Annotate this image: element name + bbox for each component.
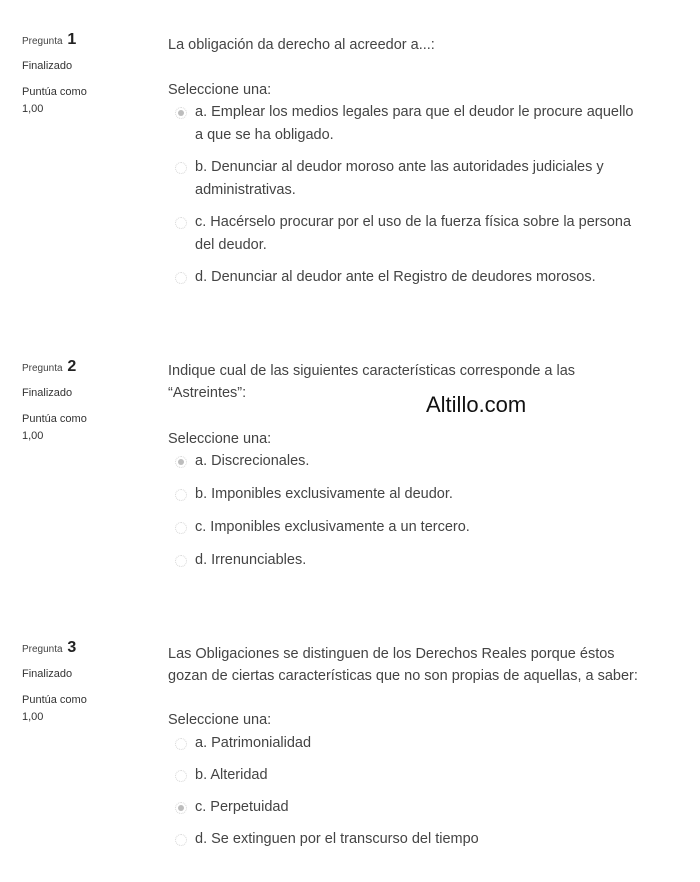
grade-label: Puntúa como: [22, 694, 87, 706]
answer-option-d[interactable]: [168, 828, 683, 851]
question-content: [168, 34, 683, 289]
answer-list: [168, 101, 683, 289]
question-text-line: La obligación da derecho al acreedor a...:: [168, 37, 435, 53]
option-line: b. Alteridad: [195, 767, 268, 783]
question-label: Pregunta: [22, 644, 63, 655]
radio-selected-icon[interactable]: [175, 802, 187, 814]
answer-option-b[interactable]: [168, 764, 683, 787]
option-line: b. Denunciar al deudor moroso ante las autoridades judiciales y: [195, 159, 604, 175]
select-prompt: Seleccione una:: [168, 82, 272, 98]
option-line: c. Imponibles exclusivamente a un tercero.: [195, 519, 470, 535]
answer-option-a[interactable]: [168, 450, 683, 473]
answer-option-a[interactable]: [168, 101, 683, 147]
grade-value: 1,00: [22, 430, 44, 442]
answer-option-c[interactable]: [168, 796, 683, 819]
select-prompt: Seleccione una:: [168, 712, 272, 728]
question-text: [168, 643, 683, 687]
question-text-line: gozan de ciertas características que no son propias de aquellas, a saber:: [168, 668, 638, 684]
radio-icon[interactable]: [175, 489, 187, 501]
question-label: Pregunta: [22, 36, 63, 47]
question-number: [22, 359, 152, 377]
question-grade: [22, 84, 152, 118]
option-line: a. Patrimonialidad: [195, 735, 312, 751]
option-line: d. Irrenunciables.: [195, 552, 307, 568]
answer-list: [168, 450, 683, 572]
grade-value: 1,00: [22, 103, 44, 115]
option-line: a. Emplear los medios legales para que el deudor le procure aquello: [195, 104, 634, 120]
option-line: c. Perpetuidad: [195, 799, 289, 815]
grade-label: Puntúa como: [22, 413, 87, 425]
option-line: d. Denunciar al deudor ante el Registro de deudores morosos.: [195, 269, 596, 285]
question-grade: [22, 411, 152, 445]
answer-option-b[interactable]: [168, 483, 683, 506]
radio-selected-icon[interactable]: [175, 456, 187, 468]
answer-option-c[interactable]: [168, 516, 683, 539]
question-state: Finalizado: [22, 60, 73, 72]
option-line: b. Imponibles exclusivamente al deudor.: [195, 486, 453, 502]
grade-label: Puntúa como: [22, 86, 87, 98]
question-info: [22, 640, 152, 726]
option-line: del deudor.: [195, 237, 267, 253]
radio-icon[interactable]: [175, 834, 187, 846]
question-info: [22, 32, 152, 118]
option-line: a que se ha obligado.: [195, 127, 334, 143]
question-label: Pregunta: [22, 363, 63, 374]
radio-icon[interactable]: [175, 555, 187, 567]
question-number-value: 1: [67, 31, 77, 48]
radio-selected-icon[interactable]: [175, 107, 187, 119]
answer-option-b[interactable]: [168, 156, 683, 202]
question-state: Finalizado: [22, 387, 73, 399]
option-line: a. Discrecionales.: [195, 453, 310, 469]
question-number: [22, 640, 152, 658]
question-text-line: Las Obligaciones se distinguen de los Derechos Reales porque éstos: [168, 646, 615, 662]
option-line: d. Se extinguen por el transcurso del tiempo: [195, 831, 479, 847]
radio-icon[interactable]: [175, 162, 187, 174]
radio-icon[interactable]: [175, 272, 187, 284]
question-state: Finalizado: [22, 668, 73, 680]
radio-icon[interactable]: [175, 770, 187, 782]
question-text: [168, 34, 683, 56]
answer-list: [168, 732, 683, 851]
grade-value: 1,00: [22, 711, 44, 723]
question-content: [168, 643, 683, 851]
answer-option-c[interactable]: [168, 211, 683, 257]
question-info: [22, 359, 152, 445]
radio-icon[interactable]: [175, 522, 187, 534]
select-prompt: Seleccione una:: [168, 431, 272, 447]
question-number: [22, 32, 152, 50]
question-number-value: 2: [67, 358, 77, 375]
question-text-line: “Astreintes”:: [168, 385, 247, 401]
question-number-value: 3: [67, 639, 77, 656]
radio-icon[interactable]: [175, 217, 187, 229]
watermark: Altillo.com: [426, 392, 527, 417]
option-line: administrativas.: [195, 182, 296, 198]
answer-option-d[interactable]: [168, 549, 683, 572]
answer-option-d[interactable]: [168, 266, 683, 289]
question-grade: [22, 692, 152, 726]
radio-icon[interactable]: [175, 738, 187, 750]
option-line: c. Hacérselo procurar por el uso de la fuerza física sobre la persona: [195, 214, 632, 230]
answer-option-a[interactable]: [168, 732, 683, 755]
question-text-line: Indique cual de las siguientes características corresponde a las: [168, 363, 576, 379]
